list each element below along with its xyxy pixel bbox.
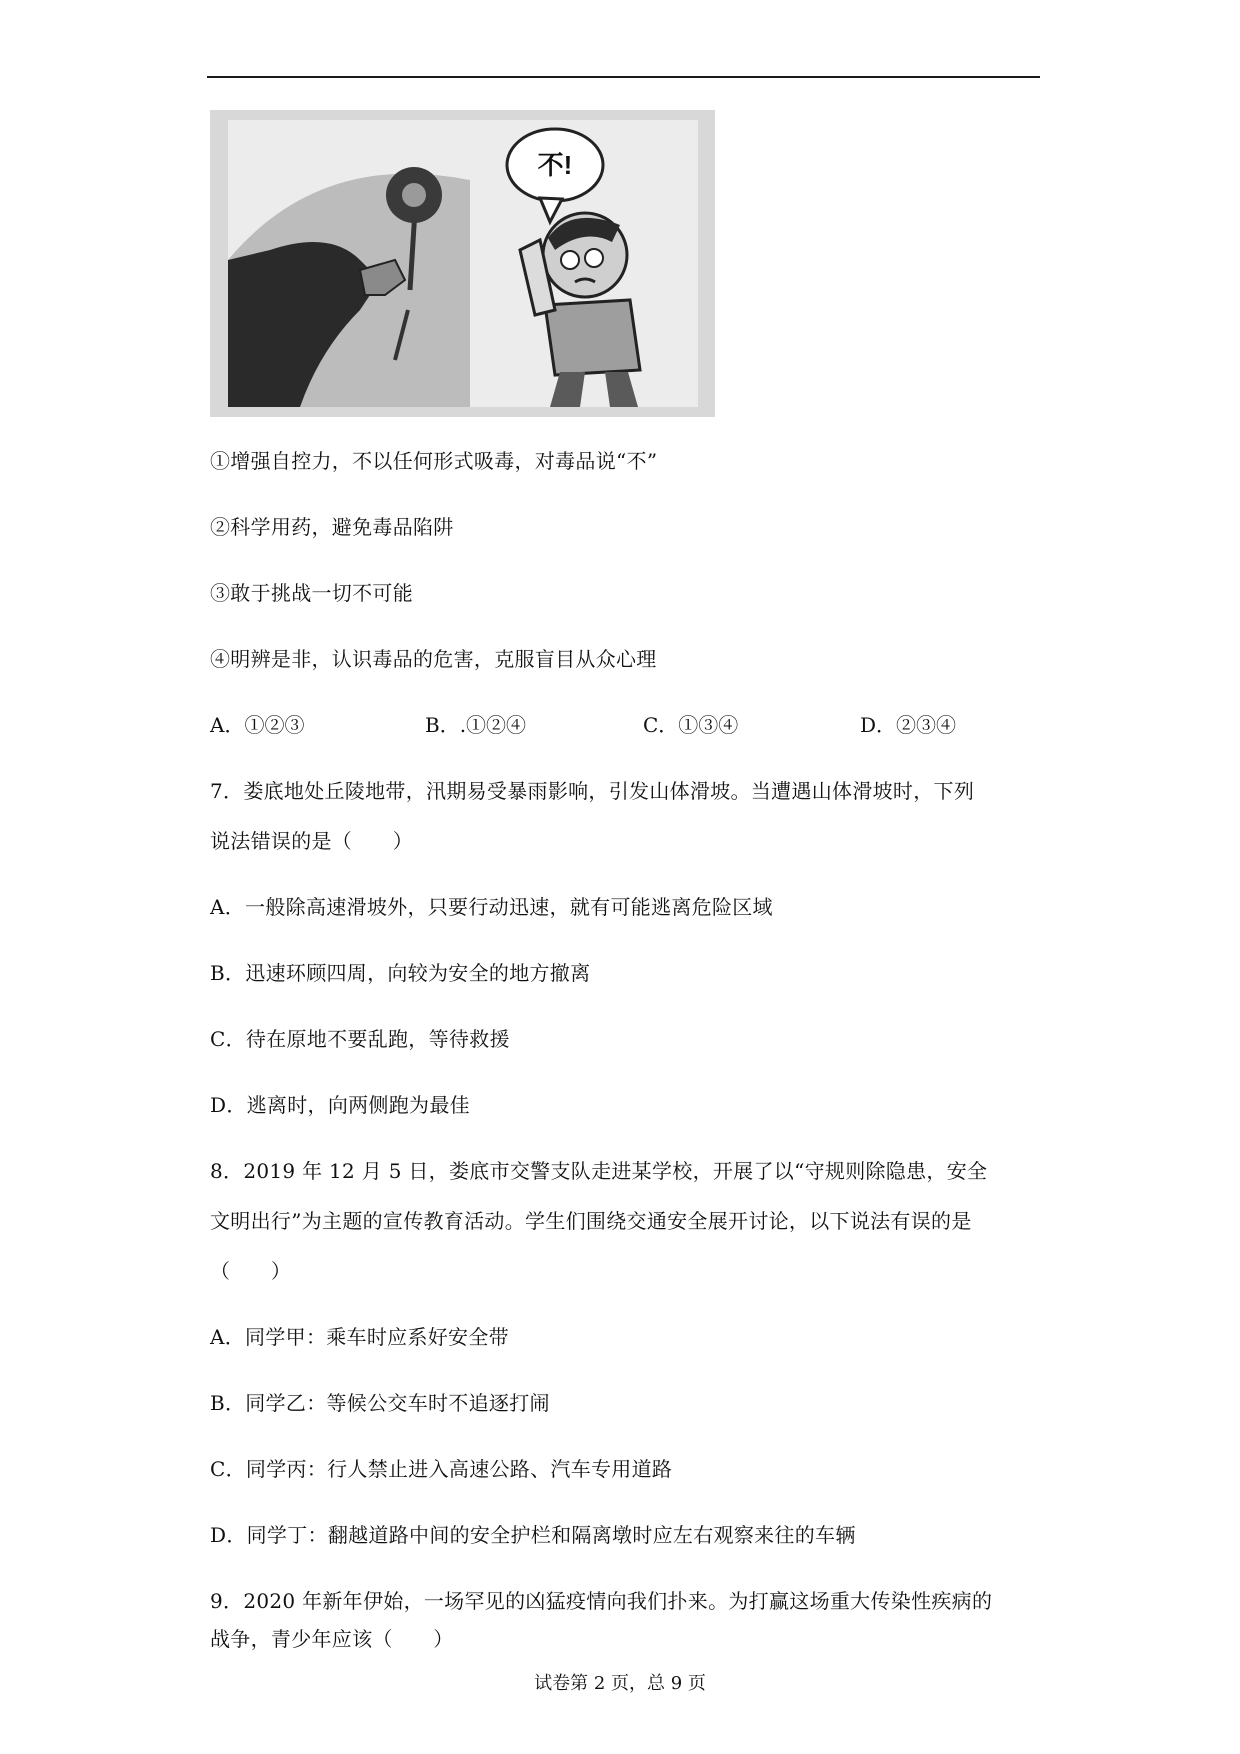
q8-stem-line-2: 文明出行”为主题的宣传教育活动。学生们围绕交通安全展开讨论，以下说法有误的是	[210, 1209, 972, 1233]
q7-option-a: A．一般除高速滑坡外，只要行动迅速，就有可能逃离危险区域	[210, 895, 773, 919]
q9-stem-line-2: 战争，青少年应该（ ）	[210, 1627, 454, 1651]
q8-option-b: B．同学乙：等候公交车时不追逐打闹	[210, 1391, 550, 1415]
anti-drug-illustration	[210, 110, 715, 417]
q6-option-b: B．.①②④	[425, 713, 527, 737]
q8-option-c: C．同学丙：行人禁止进入高速公路、汽车专用道路	[210, 1457, 673, 1481]
q7-stem-line-1: 7．娄底地处丘陵地带，汛期易受暴雨影响，引发山体滑坡。当遭遇山体滑坡时，下列	[210, 779, 975, 803]
q8-option-d: D．同学丁：翻越道路中间的安全护栏和隔离墩时应左右观察来往的车辆	[210, 1523, 856, 1547]
q8-stem-line-1: 8．2019 年 12 月 5 日，娄底市交警支队走进某学校，开展了以“守规则除隐患，安全	[210, 1159, 988, 1183]
q7-option-c: C．待在原地不要乱跑，等待救援	[210, 1027, 510, 1051]
header-rule	[207, 76, 1040, 78]
statement-1: ①增强自控力，不以任何形式吸毒，对毒品说“不”	[210, 449, 658, 473]
speech-bubble-text: 不!	[537, 150, 573, 180]
q6-option-c: C．①③④	[643, 713, 739, 737]
q8-option-a: A．同学甲：乘车时应系好安全带	[210, 1325, 509, 1349]
statement-2: ②科学用药，避免毒品陷阱	[210, 515, 454, 539]
q8-stem-line-3: （ ）	[210, 1259, 292, 1283]
statement-4: ④明辨是非，认识毒品的危害，克服盲目从众心理	[210, 647, 657, 671]
q7-option-b: B．迅速环顾四周，向较为安全的地方撤离	[210, 961, 591, 985]
q6-option-a: A．①②③	[210, 713, 305, 737]
q6-option-d: D．②③④	[860, 713, 957, 737]
page-footer: 试卷第 2 页，总 9 页	[534, 1673, 706, 1694]
q7-stem-line-2: 说法错误的是（ ）	[210, 829, 413, 853]
q7-option-d: D．逃离时，向两侧跑为最佳	[210, 1093, 470, 1117]
q9-stem-line-1: 9．2020 年新年伊始，一场罕见的凶猛疫情向我们扑来。为打赢这场重大传染性疾病的	[210, 1589, 993, 1613]
statement-3: ③敢于挑战一切不可能	[210, 581, 413, 605]
